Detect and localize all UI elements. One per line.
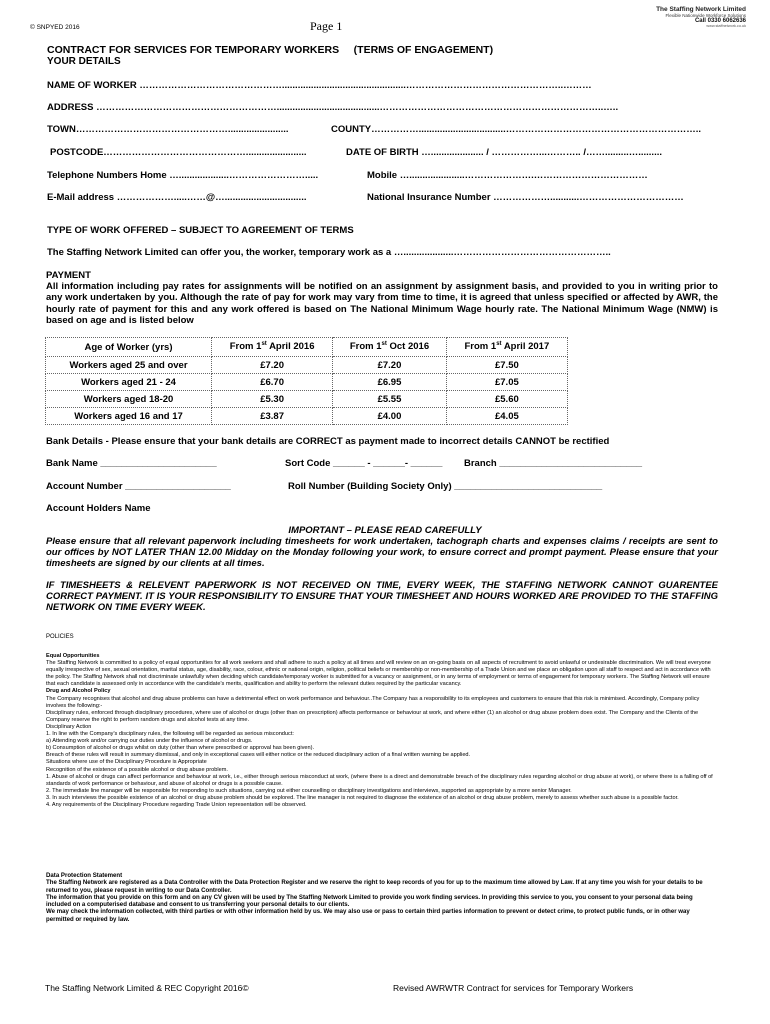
footer-copyright: The Staffing Network Limited & REC Copyright 2016© bbox=[45, 983, 249, 993]
timesheet-warning: IF TIMESHEETS & RELEVENT PAPERWORK IS NOT RECEIVED ON TIME, EVERY WEEK, THE STAFFING NETWORK CANNOT GUARENTEE CORRECT PAYMENT. IT IS YOUR RESPONSIBILITY TO ENSURE THAT YOUR TIMESHEET AND HOURS WORKED ARE PROVIDED TO THE STAFFING NETWORK ON TIME EVERY WEEK. bbox=[46, 580, 718, 614]
data-protection-line: We may check the information collected, with third parties or with other information held by us. We may also use or pass to certain third parties information to prevent or detect crime, to protect public funds, or in other way permitted or required by law. bbox=[46, 908, 690, 923]
payment-text: All information including pay rates for assignments will be notified on an assignment by assignment basis, and provided to you in writing prior to any work undertaken by you. Although the rate of pay for work may vary from time to time, it is agreed that unless specified or affected by AWR, the hourly rate of payment for this and any work offered is based on The National Minimum Wage hourly rate. The National Minimum Wage (NMW) is based on age and is listed below bbox=[46, 281, 718, 326]
logo-tagline: Flexible Nationwide Workforce Solutions bbox=[665, 13, 746, 18]
sort-code-field[interactable]: Sort Code ______ - ______- ______ bbox=[285, 458, 443, 469]
policy-line: Recognition of the existence of a possible alcohol or drug abuse problem. bbox=[46, 766, 228, 773]
roll-number-field[interactable]: Roll Number (Building Society Only) ____________________________ bbox=[288, 481, 603, 492]
table-cell: £7.50 bbox=[446, 357, 567, 374]
national-insurance-field[interactable]: National Insurance Number ………………...........…………………………… bbox=[367, 192, 684, 203]
bank-details-notice: Bank Details - Please ensure that your bank details are CORRECT as payment made to incorrect details CANNOT be rectified bbox=[46, 436, 610, 447]
policy-line: The Company recognises that alcohol and drug abuse problems can have a detrimental effect on work performance and behaviour..The Company has a responsibility to its employees and customers to ensure that this risk is minimised. Accordingly, Company policy involves the following:- bbox=[46, 695, 700, 709]
branch-field[interactable]: Branch ___________________________ bbox=[464, 458, 643, 469]
logo-phone: Call 0330 6062636 bbox=[694, 18, 746, 24]
table-cell: Workers aged 18-20 bbox=[46, 391, 212, 408]
document-title: CONTRACT FOR SERVICES FOR TEMPORARY WORKERS (TERMS OF ENGAGEMENT) bbox=[47, 44, 494, 56]
logo-name: The Staffing Network Limited bbox=[656, 6, 746, 13]
policies-label: POLICIES bbox=[46, 634, 74, 640]
name-of-worker-field[interactable]: NAME OF WORKER ………………………………………...............................................…………………………………………..……… bbox=[47, 80, 592, 91]
table-cell: Workers aged 16 and 17 bbox=[46, 408, 212, 425]
equal-opportunities-heading: Equal Opportunities bbox=[46, 653, 100, 659]
drug-alcohol-heading: Drug and Alcohol Policy bbox=[46, 688, 111, 695]
policy-line: 1. In line with the Company's disciplinary rules, the following will be regarded as serious misconduct: bbox=[46, 731, 294, 738]
important-paragraph: Please ensure that all relevant paperwork including timesheets for work undertaken, tachograph charts and expenses claims / receipts are sent to our offices by NOT LATER THAN 12.00 Midday on the Monday following your work, to ensure correct and prompt payment. Please ensure that your timesheets are signed by our clients at all times. bbox=[46, 536, 718, 570]
copyright-text: © SNPYED 2016 bbox=[30, 24, 80, 31]
minimum-wage-table bbox=[45, 337, 568, 425]
account-holders-field[interactable]: Account Holders Name bbox=[46, 503, 151, 514]
important-heading: IMPORTANT – PLEASE READ CAREFULLY bbox=[288, 525, 482, 536]
address-field[interactable]: ADDRESS ………………………………………………….......................................……………………………………………………………..….. bbox=[47, 102, 619, 113]
data-protection-section bbox=[46, 872, 716, 923]
table-header: From 1st Oct 2016 bbox=[333, 338, 447, 357]
table-row bbox=[46, 408, 568, 425]
date-of-birth-field[interactable]: DATE OF BIRTH ….................... / ……………...……….. /…….........…......... bbox=[346, 147, 662, 158]
work-offer-field[interactable]: The Staffing Network Limited can offer you, the worker, temporary work as a …...................………………………………………….. bbox=[47, 247, 611, 258]
email-field[interactable]: E-Mail address ……………….....……@…............................... bbox=[47, 192, 307, 203]
data-protection-heading: Data Protection Statement bbox=[46, 872, 123, 879]
table-row bbox=[46, 357, 568, 374]
table-cell: Workers aged 25 and over bbox=[46, 357, 212, 374]
policy-line: 1. Abuse of alcohol or drugs can affect performance and behaviour at work, i.e., either through serious misconduct at work, (where there is a direct and demonstrable breach of the disciplinary rules regarding alcohol or drug abuse at work), or where there is a falling off of standards of work performance or behaviour, and abuse of alcohol or drugs is a possible cause. bbox=[46, 773, 713, 787]
table-cell: Workers aged 21 - 24 bbox=[46, 374, 212, 391]
equal-opportunities-section bbox=[46, 653, 716, 809]
page-number: Page 1 bbox=[310, 19, 343, 33]
policy-line: 2. The immediate line manager will be responsible for responding to such situations, carrying out either counselling or disciplinary investigations and interviews, supported as appropriate by a more senior Manager. bbox=[46, 787, 572, 794]
payment-heading: PAYMENT bbox=[46, 270, 91, 281]
logo-web: www.staffnetwork.co.uk bbox=[706, 24, 746, 28]
account-number-field[interactable]: Account Number ____________________ bbox=[46, 481, 231, 492]
data-protection-line: The Staffing Network are registered as a Data Controller with the Data Protection Register and we reserve the right to keep records of you for up to the maximum time allowed by Law. If at any time you wish for your details to be returned to you, please request in writing to our Data Controller. bbox=[46, 879, 703, 894]
policy-line: 3. In such interviews the possible existence of an alcohol or drug abuse problem should be explored. The line manager is not required to diagnose the existence of an alcohol or drug abuse problem, merely to assess whether such abuse is a possible factor. bbox=[46, 794, 679, 801]
table-cell: £7.05 bbox=[446, 374, 567, 391]
policy-line: Situations where use of the Disciplinary Procedure is Appropriate bbox=[46, 759, 207, 766]
table-row bbox=[46, 374, 568, 391]
table-cell: £3.87 bbox=[212, 408, 333, 425]
postcode-field[interactable]: POSTCODE………………………………………....................... bbox=[50, 147, 307, 158]
policy-line: b) Consumption of alcohol or drugs whilst on duty (other than where prescribed or approval has been given). bbox=[46, 745, 315, 752]
table-cell: £6.70 bbox=[212, 374, 333, 391]
table-cell: £5.55 bbox=[333, 391, 447, 408]
county-field[interactable]: COUNTY…………….................................…………………………………………………….. bbox=[331, 124, 701, 135]
telephone-home-field[interactable]: Telephone Numbers Home …...................……………………..... bbox=[47, 170, 319, 181]
table-header: Age of Worker (yrs) bbox=[46, 338, 212, 357]
policy-line: Disciplinary Action bbox=[46, 723, 92, 730]
policy-line: a) Attending work and/or carrying our duties under the influence of alcohol or drugs. bbox=[46, 738, 253, 745]
mobile-field[interactable]: Mobile ….....................………………….……………………………… bbox=[367, 170, 648, 181]
your-details-heading: YOUR DETAILS bbox=[47, 56, 121, 67]
policy-line: Breach of these rules will result in summary dismissal, and only in exceptional cases will either notice or the reduced disciplinary action of a final written warning be applied. bbox=[46, 752, 471, 759]
table-header: From 1st April 2017 bbox=[446, 338, 567, 357]
company-logo bbox=[628, 6, 746, 40]
policy-line: 4. Any requirements of the Disciplinary Procedure regarding Trade Union representation will be observed. bbox=[46, 801, 307, 808]
table-header: From 1st April 2016 bbox=[212, 338, 333, 357]
table-cell: £7.20 bbox=[333, 357, 447, 374]
town-field[interactable]: TOWN…………………………………………....................... bbox=[47, 124, 289, 135]
equal-opportunities-text: The Staffing Network is committed to a policy of equal opportunities for all work seekers and shall adhere to such a policy at all times and will review on an on-going basis on all aspects of recruitment to avoid unlawful or undesirable discrimination. We will treat everyone equally irrespective of sex, sexual orientation, marital status, age, disability, race, colour, ethnic or national origin, religion, political beliefs or membership or non-membership of a Trade Union and we place an obligation upon all staff to respect and act in accordance with the policy. The Staffing Network shall not discriminate unlawfully when deciding which candidate/temporary worker is submitted for a vacancy or assignment, or in any terms of employment or terms of engagement for temporary workers. The Staffing Network will ensure that each candidate is assessed only in accordance with the candidate's merits, qualification and ability to perform the relevant duties required by the particular vacancy. bbox=[46, 660, 711, 688]
table-cell: £5.30 bbox=[212, 391, 333, 408]
table-cell: £6.95 bbox=[333, 374, 447, 391]
table-cell: £7.20 bbox=[212, 357, 333, 374]
table-row bbox=[46, 391, 568, 408]
data-protection-line: The information that you provide on this form and on any CV given will be used by The Staffing Network Limited to provide you work finding services. In providing this service to you, you consent to your personal data being included on a computerised database and consent to us transferring your personal details to our clients. bbox=[46, 893, 693, 909]
table-header-row bbox=[46, 338, 568, 357]
table-cell: £4.00 bbox=[333, 408, 447, 425]
table-cell: £5.60 bbox=[446, 391, 567, 408]
footer-revision: Revised AWRWTR Contract for services for Temporary Workers bbox=[393, 983, 634, 993]
policy-line: Disciplinary rules, enforced through disciplinary procedures, where use of alcohol or drugs (other than on prescription) affects performance or behaviour at work, and where either (1) an alcohol or drug abuse problem does exist. The Company and the Clients of the Company reserve the right to perform random drugs and alcohol tests at any time. bbox=[46, 709, 699, 723]
type-of-work-heading: TYPE OF WORK OFFERED – SUBJECT TO AGREEMENT OF TERMS bbox=[47, 225, 354, 236]
table-cell: £4.05 bbox=[446, 408, 567, 425]
bank-name-field[interactable]: Bank Name ______________________ bbox=[46, 458, 217, 469]
